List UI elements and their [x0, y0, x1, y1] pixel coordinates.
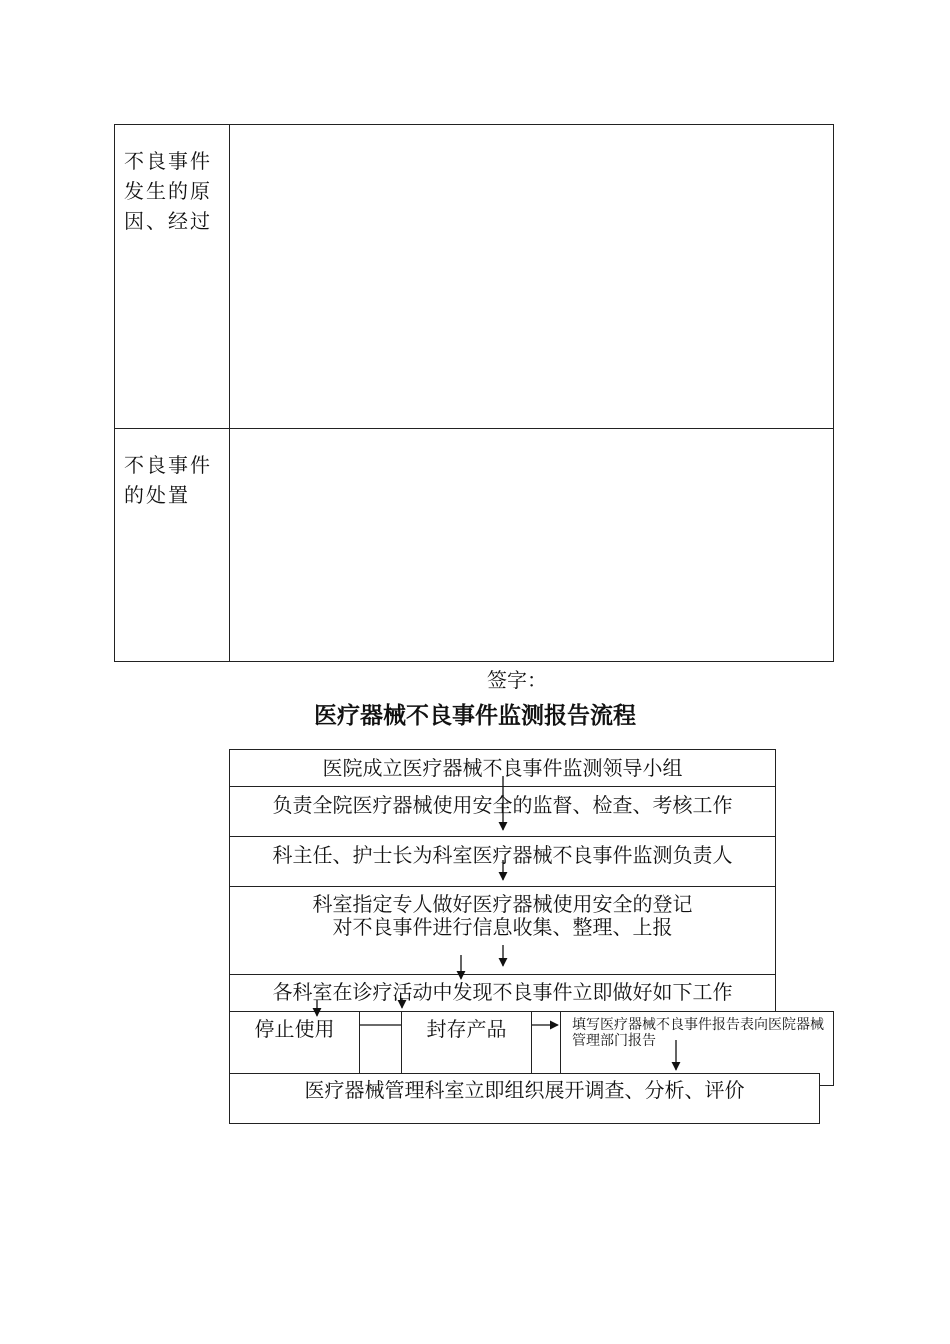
flow-step-registration-line1: 科室指定专人做好医疗器械使用安全的登记 [312, 892, 693, 916]
flow-step-registration-line2: 对不良事件进行信息收集、整理、上报 [332, 915, 673, 939]
cause-process-label: 不良事件发生的原因、经过 [124, 149, 212, 233]
flow-step-discovery-text: 各科室在诊疗活动中发现不良事件立即做好如下工作 [272, 980, 733, 1004]
flow-step-investigation-text: 医疗器械管理科室立即组织展开调查、分析、评价 [304, 1078, 745, 1102]
flowchart-title: 医疗器械不良事件监测报告流程 [314, 703, 636, 729]
flow-action-report-text: 填写医疗器械不良事件报告表向医院器械管理部门报告 [572, 1017, 824, 1049]
flow-action-stop-use-text: 停止使用 [254, 1017, 335, 1041]
signature-label: 签字： [487, 668, 547, 692]
flow-step-responsible-person-text: 科主任、护士长为科室医疗器械不良事件监测负责人 [272, 843, 733, 867]
disposal-label: 不良事件的处置 [124, 453, 212, 507]
flow-step-leadership-group-text: 医院成立医疗器械不良事件监测领导小组 [322, 756, 683, 780]
flow-step-supervision-text: 负责全院医疗器械使用安全的监督、检查、考核工作 [272, 793, 733, 817]
flow-action-seal-product-text: 封存产品 [426, 1017, 507, 1041]
